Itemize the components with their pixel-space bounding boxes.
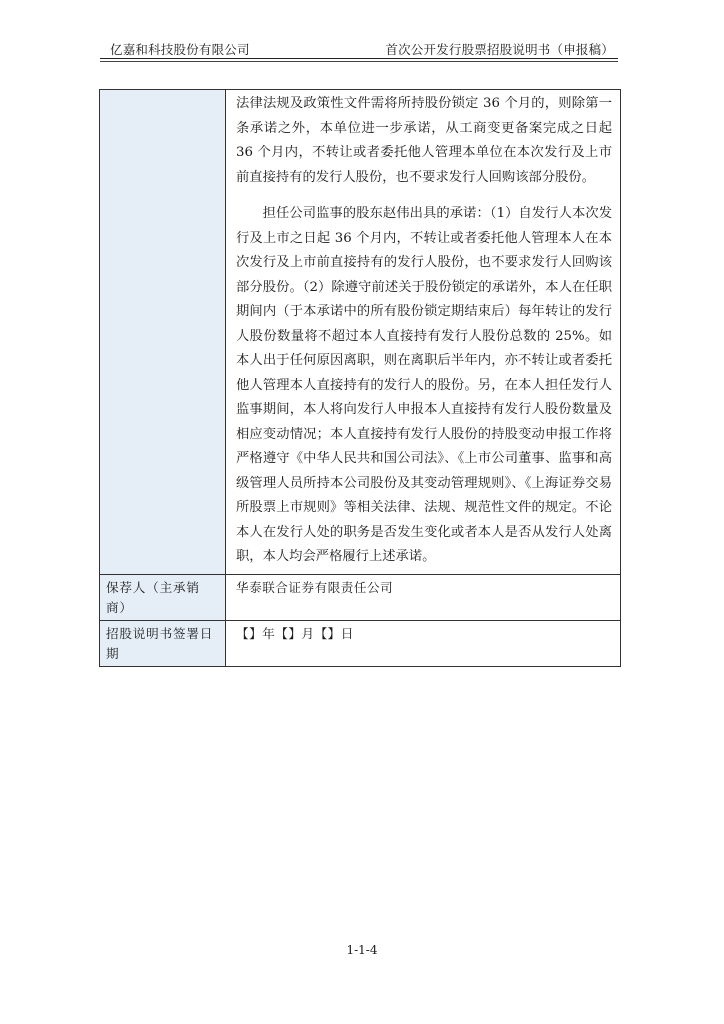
header-company-name: 亿嘉和科技股份有限公司 — [110, 42, 250, 57]
signing-date-row — [100, 620, 621, 666]
signing-date-label: 招股说明书签署日期 — [100, 620, 226, 666]
page-number: 1-1-4 — [346, 943, 378, 957]
header-document-title: 首次公开发行股票招股说明书（申报稿） — [385, 42, 614, 57]
info-table — [99, 89, 621, 667]
sponsor-row — [100, 574, 621, 620]
commitment-label-cell — [100, 90, 226, 575]
signing-date-value: 【】年【】月【】日 — [226, 620, 621, 666]
sponsor-label: 保荐人（主承销商） — [100, 574, 226, 620]
commitment-paragraph-1: 法律法规及政策性文件需将所持股份锁定 36 个月的，则除第一条承诺之外，本单位进一步承诺，从工商变更备案完成之日起 36 个月内，不转让或者委托他人管理本单位在本次发行及上市前直接持有的发行人股份，也不要求发行人回购该部分股份。 — [236, 96, 612, 185]
header-rule — [100, 58, 618, 59]
commitment-row — [100, 90, 621, 575]
commitment-content-cell — [226, 90, 621, 575]
commitment-paragraph-2: 担任公司监事的股东赵伟出具的承诺：（1）自发行人本次发行及上市之日起 36 个月内，不转让或者委托他人管理本人在本次发行及上市前直接持有的发行人股份，也不要求发行人回购该部分股份。（2）除遵守前述关于股份锁定的承诺外，本人在任职期间内（于本承诺中的所有股份锁定期结束后）每年转让的发行人股份数量将不超过本人直接持有发行人股份总数的 25%。如本人出于任何原因离职，则在离职后半年内，亦不转让或者委托他人管理本人直接持有的发行人的股份。另，在本人担任发行人监事期间，本人将向发行人申报本人直接持有发行人股份数量及相应变动情况；本人直接持有发行人股份的持股变动申报工作将严格遵守《中华人民共和国公司法》、《上市公司董事、监事和高级管理人员所持本公司股份及其变动管理规则》、《上海证券交易所股票上市规则》等相关法律、法规、规范性文件的规定。不论本人在发行人处的职务是否发生变化或者本人是否从发行人处离职，本人均会严格履行上述承诺。 — [236, 206, 612, 564]
sponsor-value: 华泰联合证券有限责任公司 — [226, 574, 621, 620]
header-rule-thin — [100, 61, 618, 62]
